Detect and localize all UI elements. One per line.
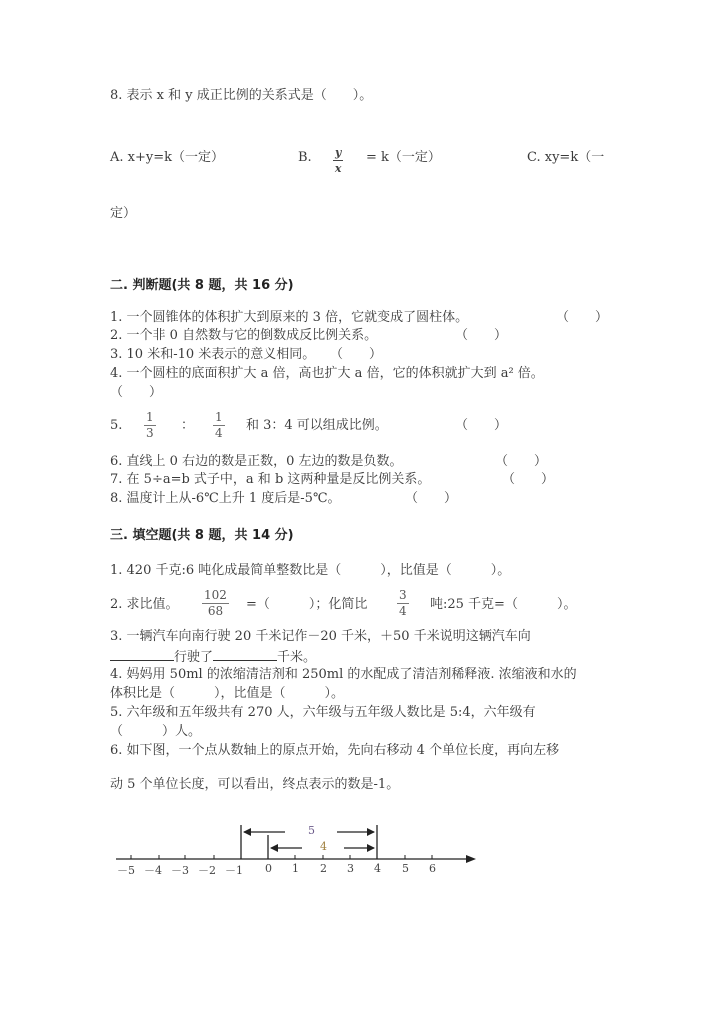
fraction-numerator: y xyxy=(335,146,342,159)
judge-item-6: 6. 直线上 0 右边的数是正数，0 左边的数是负数。 xyxy=(110,454,403,469)
section-3-heading: 三. 填空题(共 8 题，共 14 分) xyxy=(110,528,294,543)
tick-label: －4 xyxy=(144,864,162,877)
judge-item-3-paren[interactable]: （ ） xyxy=(330,347,383,362)
fraction-numerator: 1 xyxy=(146,410,154,424)
fill-item-2-end: 吨:25 千克=（ ）。 xyxy=(430,597,577,612)
fill-item-1: 1. 420 千克:6 吨化成最简单整数比是（ ），比值是（ ）。 xyxy=(110,563,511,578)
option-b-label: B. xyxy=(298,150,312,165)
judge-item-7-paren[interactable]: （ ） xyxy=(502,472,555,487)
judge-item-5-paren[interactable]: （ ） xyxy=(455,418,508,433)
judge-item-4: 4. 一个圆柱的底面积扩大 a 倍，高也扩大 a 倍，它的体积就扩大到 a² 倍。 xyxy=(110,366,544,381)
fill-item-5-line2: （ ）人。 xyxy=(110,724,202,739)
judge-item-4-paren[interactable]: （ ） xyxy=(110,385,163,400)
tick-label: 2 xyxy=(320,862,327,875)
tick-label: －1 xyxy=(225,864,243,877)
fill-item-5-line1: 5. 六年级和五年级共有 270 人，六年级与五年级人数比是 5:4，六年级有 xyxy=(110,705,536,720)
fraction-denominator: 68 xyxy=(207,604,224,618)
judge-item-5-label: 5. xyxy=(110,418,123,433)
tick-label: 5 xyxy=(402,862,409,875)
fill-item-2-label: 2. 求比值。 xyxy=(110,597,179,612)
judge-item-8: 8. 温度计上从-6℃上升 1 度后是-5℃。 xyxy=(110,491,341,506)
fill-item-3-end: 千米。 xyxy=(277,650,317,665)
axis-arrow-icon xyxy=(466,855,476,863)
option-c: C. xy=k（一 xyxy=(527,150,605,165)
judge-item-5-text: 和 3：4 可以组成比例。 xyxy=(246,418,388,433)
question-8-stem: 8. 表示 x 和 y 成正比例的关系式是（ ）。 xyxy=(110,88,373,103)
fraction-numerator: 102 xyxy=(204,588,227,602)
judge-item-3: 3. 10 米和-10 米表示的意义相同。 xyxy=(110,347,316,362)
tick-label: 1 xyxy=(292,862,299,875)
fill-item-4-line2: 体积比是（ ），比值是（ ）。 xyxy=(110,686,345,701)
judge-item-7: 7. 在 5÷a=b 式子中，a 和 b 这两种量是反比例关系。 xyxy=(110,472,431,487)
section-2-heading: 二. 判断题(共 8 题，共 16 分) xyxy=(110,278,294,293)
judge-item-8-paren[interactable]: （ ） xyxy=(405,491,458,506)
fill-item-6-line2: 动 5 个单位长度，可以看出，终点表示的数是-1。 xyxy=(110,777,400,792)
judge-item-1: 1. 一个圆锥体的体积扩大到原来的 3 倍，它就变成了圆柱体。 xyxy=(110,310,469,325)
fill-item-2-mid: =（ ）；化简比 xyxy=(246,597,368,612)
option-c-wrap: 定） xyxy=(110,206,137,221)
fill-item-6-line1: 6. 如下图，一个点从数轴上的原点开始，先向右移动 4 个单位长度，再向左移 xyxy=(110,743,560,758)
judge-item-1-paren[interactable]: （ ） xyxy=(556,310,609,325)
tick-label: －3 xyxy=(171,864,189,877)
judge-item-6-paren[interactable]: （ ） xyxy=(495,454,548,469)
option-a: A. x+y=k（一定） xyxy=(110,150,224,165)
fraction-denominator: x xyxy=(334,162,342,175)
fill-item-3-line1: 3. 一辆汽车向南行驶 20 千米记作－20 千米，＋50 千米说明这辆汽车向 xyxy=(110,629,531,644)
fill-item-3-mid: 行驶了 xyxy=(174,650,214,665)
option-b-rest: = k（一定） xyxy=(366,150,441,165)
tick-label: 3 xyxy=(347,862,354,875)
fill-item-4-line1: 4. 妈妈用 50ml 的浓缩清洁剂和 250ml 的水配成了清洁剂稀释液. 浓缩液和水的 xyxy=(110,667,577,682)
fraction-denominator: 4 xyxy=(215,426,223,440)
judge-item-5-colon: ： xyxy=(181,418,195,433)
tick-label: 6 xyxy=(429,862,436,875)
judge-item-2: 2. 一个非 0 自然数与它的倒数成反比例关系。 xyxy=(110,328,378,343)
tick-label: －2 xyxy=(198,864,216,877)
move-left-label: 5 xyxy=(308,824,315,837)
move-right-label: 4 xyxy=(320,840,327,853)
judge-item-2-paren[interactable]: （ ） xyxy=(455,328,508,343)
tick-label: 0 xyxy=(265,862,272,875)
tick-label: 4 xyxy=(374,862,381,875)
fraction-numerator: 3 xyxy=(399,588,407,602)
fraction-numerator: 1 xyxy=(215,410,223,424)
tick-label: －5 xyxy=(117,864,135,877)
fraction-denominator: 4 xyxy=(399,604,407,618)
fraction-denominator: 3 xyxy=(146,426,154,440)
